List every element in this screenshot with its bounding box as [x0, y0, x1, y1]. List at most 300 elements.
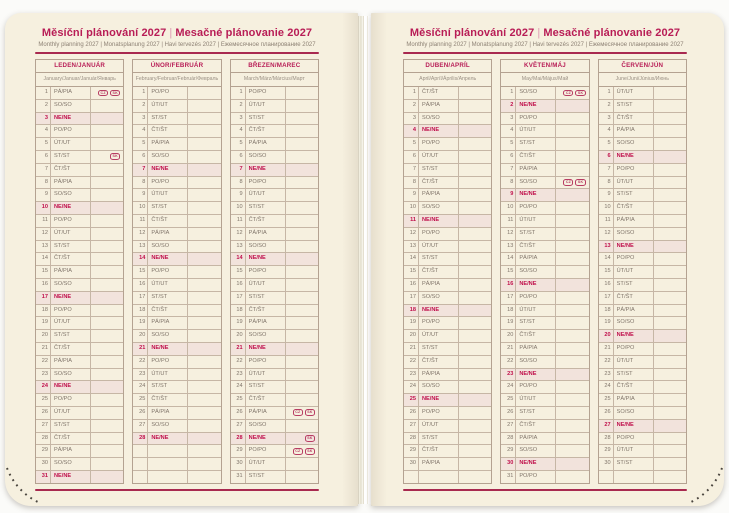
notes-cell — [188, 189, 220, 201]
day-number: 11 — [36, 215, 51, 227]
month-name: LEDEN/JANUÁR — [36, 60, 123, 73]
day-row — [133, 177, 220, 190]
day-number: 27 — [36, 420, 51, 432]
weekday-label: ST/ST — [51, 151, 91, 163]
day-row — [36, 279, 123, 292]
day-row — [599, 369, 686, 382]
weekday-label: PO/PO — [246, 177, 286, 189]
day-number: 23 — [404, 369, 419, 381]
day-row — [501, 177, 588, 190]
day-number: 22 — [231, 356, 246, 368]
day-number: 17 — [404, 292, 419, 304]
day-row — [404, 433, 491, 446]
day-row — [36, 305, 123, 318]
weekday-label: PO/PO — [614, 164, 654, 176]
day-row — [404, 317, 491, 330]
notes-cell — [459, 215, 491, 227]
day-number: 30 — [231, 458, 246, 470]
holiday-badge-sk: SK — [110, 90, 120, 97]
day-row — [231, 458, 318, 471]
day-number: 11 — [133, 215, 148, 227]
day-number: 19 — [599, 317, 614, 329]
day-row — [501, 343, 588, 356]
notes-cell — [286, 356, 318, 368]
day-row — [231, 164, 318, 177]
day-row — [36, 471, 123, 483]
day-row — [231, 292, 318, 305]
notes-cell — [188, 458, 220, 470]
weekday-label: PÁ/PIA — [516, 433, 556, 445]
notes-cell — [459, 458, 491, 470]
day-row — [36, 458, 123, 471]
weekday-label: PÁ/PIA — [419, 279, 459, 291]
notes-cell — [556, 471, 588, 483]
day-number: 13 — [36, 241, 51, 253]
day-row — [36, 420, 123, 433]
notes-cell — [459, 138, 491, 150]
month-name: BŘEZEN/MAREC — [231, 60, 318, 73]
day-number: 15 — [133, 266, 148, 278]
day-row — [36, 253, 123, 266]
day-row — [501, 215, 588, 228]
notes-cell — [654, 305, 686, 317]
day-number: 14 — [599, 253, 614, 265]
day-number: 9 — [231, 189, 246, 201]
day-number: 25 — [36, 394, 51, 406]
weekday-label: ČT/ŠT — [516, 241, 556, 253]
day-row — [404, 458, 491, 471]
day-row — [404, 394, 491, 407]
notes-cell — [654, 215, 686, 227]
day-row — [404, 113, 491, 126]
day-row — [231, 369, 318, 382]
notes-cell — [654, 394, 686, 406]
day-row — [133, 305, 220, 318]
day-row — [133, 369, 220, 382]
day-number: 8 — [501, 177, 516, 189]
day-row — [231, 433, 318, 446]
notes-cell — [91, 177, 123, 189]
month-table — [132, 59, 221, 484]
day-number: 20 — [231, 330, 246, 342]
notes-cell — [188, 113, 220, 125]
notes-cell — [556, 87, 588, 99]
notes-cell — [556, 394, 588, 406]
notes-cell — [188, 381, 220, 393]
notes-cell — [286, 113, 318, 125]
weekday-label: ST/ST — [614, 189, 654, 201]
day-row — [36, 189, 123, 202]
weekday-label: PO/PO — [419, 228, 459, 240]
notes-cell — [556, 100, 588, 112]
day-row — [599, 87, 686, 100]
notes-cell — [556, 253, 588, 265]
day-row — [36, 125, 123, 138]
day-row — [133, 228, 220, 241]
day-number: 21 — [501, 343, 516, 355]
day-number: 17 — [231, 292, 246, 304]
title-separator: | — [537, 27, 541, 39]
page-subtitle: Monthly planning 2027 | Monatsplanung 2027 | Havi tervezés 2027 | Ежемесячное планирование 2027 — [406, 42, 684, 48]
notes-cell — [286, 471, 318, 483]
weekday-label: PO/PO — [51, 394, 91, 406]
notes-cell — [91, 241, 123, 253]
notes-cell — [556, 330, 588, 342]
notes-cell — [286, 407, 318, 419]
day-row — [404, 228, 491, 241]
notes-cell — [654, 330, 686, 342]
weekday-label: SO/SO — [51, 458, 91, 470]
day-row — [599, 445, 686, 458]
title-separator: | — [169, 27, 173, 39]
day-number: 11 — [501, 215, 516, 227]
day-number: 4 — [133, 125, 148, 137]
weekday-label: NE/NE — [516, 458, 556, 470]
day-number: 8 — [133, 177, 148, 189]
weekday-label: ST/ST — [614, 279, 654, 291]
day-row — [599, 138, 686, 151]
notes-cell — [654, 433, 686, 445]
weekday-label: ST/ST — [516, 407, 556, 419]
page-title-sk: Mesačné plánovanie 2027 — [175, 27, 313, 39]
notes-cell — [286, 381, 318, 393]
notes-cell — [188, 407, 220, 419]
day-row — [501, 420, 588, 433]
day-row — [404, 445, 491, 458]
weekday-label: PÁ/PIA — [51, 356, 91, 368]
day-row — [36, 433, 123, 446]
day-row — [404, 407, 491, 420]
notes-cell — [286, 292, 318, 304]
day-row — [36, 407, 123, 420]
notes-cell — [91, 330, 123, 342]
notes-cell — [459, 189, 491, 201]
day-number: 26 — [36, 407, 51, 419]
day-row — [501, 292, 588, 305]
day-number: 6 — [231, 151, 246, 163]
day-row — [501, 381, 588, 394]
weekday-label: SO/SO — [614, 317, 654, 329]
notes-cell — [556, 202, 588, 214]
weekday-label: PO/PO — [246, 87, 286, 99]
day-number: 22 — [404, 356, 419, 368]
day-number: 7 — [599, 164, 614, 176]
day-row — [133, 317, 220, 330]
day-number: 6 — [133, 151, 148, 163]
notes-cell — [556, 189, 588, 201]
day-row — [404, 356, 491, 369]
day-number: 18 — [501, 305, 516, 317]
day-row — [599, 317, 686, 330]
weekday-label: ČT/ŠT — [419, 445, 459, 457]
notes-cell — [654, 113, 686, 125]
day-number: 29 — [36, 445, 51, 457]
day-row — [501, 317, 588, 330]
weekday-label: SO/SO — [516, 177, 556, 189]
day-row — [404, 125, 491, 138]
day-row — [231, 253, 318, 266]
weekday-label: PÁ/PIA — [419, 100, 459, 112]
weekday-label: PÁ/PIA — [246, 407, 286, 419]
weekday-label: PO/PO — [246, 356, 286, 368]
notes-cell — [556, 407, 588, 419]
notes-cell — [286, 138, 318, 150]
weekday-label — [419, 471, 459, 483]
day-number: 3 — [133, 113, 148, 125]
notes-cell — [91, 215, 123, 227]
day-number: 5 — [133, 138, 148, 150]
notes-cell — [459, 253, 491, 265]
book-spine-gutter — [358, 16, 371, 504]
day-number: 25 — [599, 394, 614, 406]
weekday-label: ČT/ŠT — [246, 215, 286, 227]
notes-cell — [188, 394, 220, 406]
weekday-label: PÁ/PIA — [516, 343, 556, 355]
day-number: 5 — [404, 138, 419, 150]
day-number: 19 — [404, 317, 419, 329]
day-row — [36, 177, 123, 190]
day-number: 6 — [404, 151, 419, 163]
month-table — [500, 59, 589, 484]
weekday-label: ČT/ŠT — [516, 151, 556, 163]
day-row — [133, 381, 220, 394]
weekday-label: PO/PO — [51, 215, 91, 227]
day-row — [501, 202, 588, 215]
day-row — [133, 266, 220, 279]
weekday-label: ČT/ŠT — [148, 394, 188, 406]
month-name: ČERVEN/JÚN — [599, 60, 686, 73]
day-number: 6 — [36, 151, 51, 163]
page-title — [35, 27, 319, 39]
day-row — [133, 189, 220, 202]
notes-cell — [286, 458, 318, 470]
day-number: 21 — [231, 343, 246, 355]
notes-cell — [654, 343, 686, 355]
day-number: 4 — [501, 125, 516, 137]
weekday-label: SO/SO — [246, 420, 286, 432]
day-row — [404, 305, 491, 318]
notes-cell — [188, 343, 220, 355]
weekday-label: ST/ST — [246, 202, 286, 214]
day-row — [133, 151, 220, 164]
weekday-label: SO/SO — [614, 228, 654, 240]
weekday-label: ČT/ŠT — [51, 164, 91, 176]
day-row — [231, 138, 318, 151]
day-number: 9 — [133, 189, 148, 201]
day-number: 10 — [599, 202, 614, 214]
day-number: 14 — [133, 253, 148, 265]
notes-cell — [459, 279, 491, 291]
weekday-label: PÁ/PIA — [148, 138, 188, 150]
notes-cell — [188, 125, 220, 137]
day-number: 25 — [501, 394, 516, 406]
weekday-label: NE/NE — [419, 125, 459, 137]
weekday-label: ÚT/UT — [148, 369, 188, 381]
day-number: 27 — [133, 420, 148, 432]
month-languages: March/März/Március/Март — [231, 73, 318, 87]
weekday-label: ST/ST — [516, 317, 556, 329]
day-number: 1 — [133, 87, 148, 99]
weekday-label: ST/ST — [516, 138, 556, 150]
day-number: 5 — [599, 138, 614, 150]
weekday-label: PO/PO — [614, 253, 654, 265]
weekday-label: NE/NE — [614, 241, 654, 253]
day-row — [36, 317, 123, 330]
day-row — [231, 241, 318, 254]
weekday-label: ÚT/UT — [419, 330, 459, 342]
day-row — [133, 253, 220, 266]
day-row — [36, 292, 123, 305]
notes-cell — [459, 87, 491, 99]
corner-perforation-dots-icon — [683, 467, 723, 505]
day-row — [599, 279, 686, 292]
notes-cell — [556, 138, 588, 150]
day-row — [404, 292, 491, 305]
day-row — [599, 330, 686, 343]
day-row — [133, 215, 220, 228]
day-number: 27 — [231, 420, 246, 432]
day-row — [231, 202, 318, 215]
day-row — [599, 151, 686, 164]
day-row — [36, 381, 123, 394]
notes-cell — [556, 164, 588, 176]
weekday-label: PO/PO — [246, 445, 286, 457]
day-row — [133, 138, 220, 151]
day-row — [599, 407, 686, 420]
day-number: 12 — [599, 228, 614, 240]
page-title-cs: Měsíční plánování 2027 — [409, 27, 535, 39]
weekday-label: ÚT/UT — [419, 151, 459, 163]
weekday-label: ST/ST — [246, 381, 286, 393]
day-number: 27 — [599, 420, 614, 432]
weekday-label: ÚT/UT — [246, 100, 286, 112]
weekday-label: ČT/ŠT — [246, 125, 286, 137]
notes-cell — [286, 177, 318, 189]
notes-cell — [91, 228, 123, 240]
weekday-label: SO/SO — [246, 241, 286, 253]
weekday-label: PÁ/PIA — [148, 317, 188, 329]
weekday-label: ÚT/UT — [246, 369, 286, 381]
weekday-label: NE/NE — [51, 292, 91, 304]
holiday-badge-sk: SK — [305, 409, 315, 416]
header-rule — [403, 52, 687, 54]
day-row — [404, 215, 491, 228]
day-row — [599, 228, 686, 241]
day-number: 1 — [404, 87, 419, 99]
notes-cell — [459, 202, 491, 214]
notes-cell — [459, 433, 491, 445]
day-number: 14 — [36, 253, 51, 265]
day-number: 18 — [36, 305, 51, 317]
day-row — [501, 151, 588, 164]
weekday-label: ČT/ŠT — [246, 394, 286, 406]
weekday-label: NE/NE — [51, 381, 91, 393]
day-row — [231, 177, 318, 190]
notes-cell — [188, 138, 220, 150]
notes-cell — [91, 420, 123, 432]
day-number: 28 — [133, 433, 148, 445]
weekday-label: SO/SO — [419, 113, 459, 125]
day-row — [404, 279, 491, 292]
notes-cell — [188, 87, 220, 99]
weekday-label: SO/SO — [51, 189, 91, 201]
weekday-label: ÚT/UT — [246, 189, 286, 201]
day-number: 5 — [36, 138, 51, 150]
notes-cell — [188, 305, 220, 317]
weekday-label: PO/PO — [148, 266, 188, 278]
day-row — [599, 394, 686, 407]
weekday-label: ST/ST — [516, 228, 556, 240]
day-number: 25 — [404, 394, 419, 406]
day-number: 2 — [599, 100, 614, 112]
day-row — [36, 394, 123, 407]
weekday-label: PÁ/PIA — [51, 87, 91, 99]
weekday-label: ST/ST — [419, 164, 459, 176]
day-number: 10 — [133, 202, 148, 214]
weekday-label: PO/PO — [516, 381, 556, 393]
notes-cell — [654, 151, 686, 163]
day-row — [599, 458, 686, 471]
holiday-badge-cz: CZ — [293, 448, 303, 455]
notes-cell — [188, 279, 220, 291]
weekday-label: NE/NE — [419, 394, 459, 406]
notes-cell — [91, 253, 123, 265]
day-row — [36, 241, 123, 254]
day-number: 20 — [133, 330, 148, 342]
day-number: 13 — [501, 241, 516, 253]
day-row — [501, 138, 588, 151]
notes-cell — [286, 151, 318, 163]
notes-cell — [459, 369, 491, 381]
day-number: 11 — [599, 215, 614, 227]
weekday-label: NE/NE — [148, 253, 188, 265]
day-row — [133, 458, 220, 471]
notes-cell — [556, 305, 588, 317]
day-number: 30 — [501, 458, 516, 470]
notes-cell — [91, 343, 123, 355]
day-row — [133, 87, 220, 100]
day-row — [231, 394, 318, 407]
day-number: 9 — [36, 189, 51, 201]
day-number: 4 — [599, 125, 614, 137]
day-number: 16 — [404, 279, 419, 291]
notes-cell — [556, 343, 588, 355]
weekday-label: ST/ST — [419, 343, 459, 355]
day-row — [599, 100, 686, 113]
notes-cell — [654, 125, 686, 137]
day-row — [501, 100, 588, 113]
day-row — [404, 369, 491, 382]
day-number: 12 — [501, 228, 516, 240]
weekday-label: NE/NE — [148, 433, 188, 445]
day-number: 23 — [36, 369, 51, 381]
day-number: 1 — [501, 87, 516, 99]
notes-cell — [91, 125, 123, 137]
day-number: 17 — [599, 292, 614, 304]
day-row — [231, 407, 318, 420]
day-row — [231, 228, 318, 241]
weekday-label: NE/NE — [246, 433, 286, 445]
notes-cell — [459, 177, 491, 189]
weekday-label: PO/PO — [516, 202, 556, 214]
weekday-label — [148, 458, 188, 470]
day-number: 11 — [404, 215, 419, 227]
day-row — [404, 138, 491, 151]
notes-cell — [459, 381, 491, 393]
weekday-label: ÚT/UT — [51, 317, 91, 329]
notes-cell — [459, 471, 491, 483]
notes-cell — [459, 125, 491, 137]
